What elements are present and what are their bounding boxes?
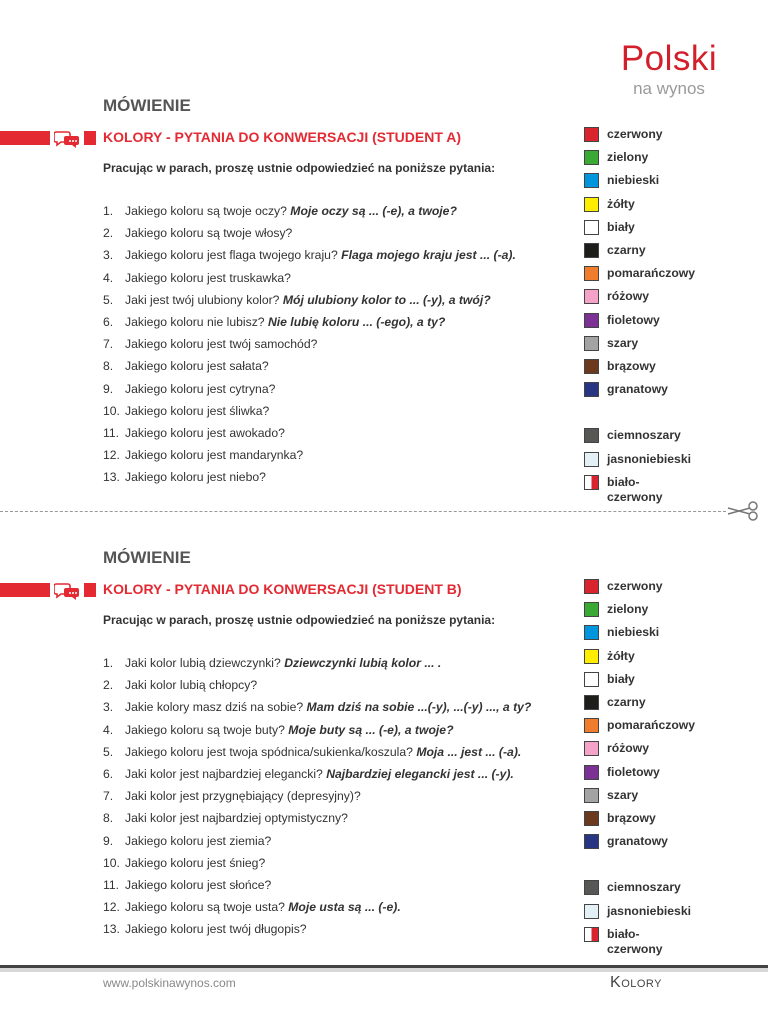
- color-swatch: [584, 695, 599, 710]
- question-text: Jakiego koloru jest twoja spódnica/sukienka/koszula?: [125, 744, 417, 759]
- color-name: fioletowy: [607, 764, 660, 779]
- question-number: 11.: [103, 877, 120, 892]
- question-text: Jakiego koloru jest awokado?: [125, 425, 285, 440]
- question-item: [103, 289, 573, 311]
- question-text: Jakie kolory masz dziś na sobie?: [125, 700, 307, 715]
- question-item: [103, 830, 573, 852]
- color-name: czerwony: [607, 579, 663, 593]
- question-item: [103, 333, 573, 355]
- question-number: 7.: [103, 789, 114, 804]
- footer-shade: [0, 968, 768, 972]
- question-text: Jaki jest twój ulubiony kolor?: [125, 292, 283, 307]
- color-name: brązowy: [607, 358, 656, 373]
- color-swatch: [584, 173, 599, 188]
- question-text: Jakiego koloru są twoje oczy?: [125, 204, 291, 218]
- color-swatch: [584, 741, 599, 756]
- question-text: Jaki kolor jest najbardziej optymistyczny?: [125, 811, 348, 826]
- question-text: Jakiego koloru jest mandarynka?: [125, 448, 304, 463]
- color-name: czarny: [607, 694, 646, 709]
- question-number: 2.: [103, 678, 114, 693]
- question-item: [103, 222, 573, 244]
- question-text: Jakiego koloru jest sałata?: [125, 359, 269, 374]
- color-swatch: [584, 266, 599, 281]
- color-swatch: [584, 718, 599, 733]
- answer-template: Moje oczy są ... (-e), a twoje?: [290, 204, 457, 218]
- answer-template: Mam dziś na sobie ...(-y), ...(-y) ..., a ty?: [306, 700, 532, 715]
- question-number: 6.: [103, 314, 114, 329]
- red-accent-tick: [84, 131, 96, 145]
- scissors-icon: [726, 500, 760, 522]
- question-number: 10.: [103, 403, 120, 418]
- answer-template: Moje buty są ... (-e), a twoje?: [288, 722, 454, 737]
- color-swatch: [584, 289, 599, 304]
- question-text: Jaki kolor jest najbardziej elegancki?: [125, 766, 327, 781]
- color-name: fioletowy: [607, 312, 660, 327]
- question-number: 6.: [103, 766, 114, 781]
- color-swatch: [584, 127, 599, 142]
- instruction-text: Pracując w parach, proszę ustnie odpowiedzieć na poniższe pytania:: [103, 613, 496, 627]
- question-item: [103, 874, 573, 896]
- question-item: [103, 741, 573, 763]
- color-name: pomarańczowy: [607, 266, 696, 281]
- color-name: biało-czerwony: [607, 926, 663, 956]
- color-name: granatowy: [607, 834, 668, 849]
- color-swatch: [584, 452, 599, 467]
- question-number: 8.: [103, 359, 114, 374]
- question-number: 11.: [103, 425, 120, 440]
- question-text: Jakiego koloru jest flaga twojego kraju?: [125, 248, 342, 263]
- answer-template: Mój ulubiony kolor to ... (-y), a twój?: [282, 292, 491, 307]
- question-number: 3.: [103, 700, 114, 715]
- question-text: Jakiego koloru jest śnieg?: [125, 855, 266, 870]
- question-number: 7.: [103, 337, 114, 352]
- question-text: Jakiego koloru jest truskawka?: [125, 270, 291, 285]
- question-number: 5.: [103, 292, 114, 307]
- question-item: [103, 244, 573, 266]
- question-item: [103, 852, 573, 874]
- color-name: jasnoniebieski: [607, 451, 691, 466]
- question-number: 4.: [103, 270, 114, 285]
- question-item: [103, 696, 573, 718]
- question-item: [103, 422, 573, 444]
- question-item: [103, 785, 573, 807]
- color-swatch: [584, 880, 599, 895]
- question-number: 1.: [103, 204, 114, 218]
- color-swatch: [584, 359, 599, 374]
- color-swatch: [584, 625, 599, 640]
- question-text: Jaki kolor lubią dziewczynki?: [125, 656, 285, 670]
- color-name: ciemnoszary: [607, 428, 681, 443]
- color-swatch: [584, 336, 599, 351]
- logo: [614, 40, 724, 100]
- question-list: [103, 200, 573, 488]
- answer-template: Najbardziej elegancki jest ... (-y).: [326, 766, 514, 781]
- question-item: [103, 444, 573, 466]
- question-item: [103, 466, 573, 488]
- color-name: szary: [607, 787, 639, 802]
- red-accent-tick: [84, 583, 96, 597]
- instruction-text: Pracując w parach, proszę ustnie odpowiedzieć na poniższe pytania:: [103, 161, 496, 175]
- question-number: 13.: [103, 470, 120, 485]
- color-swatch: [584, 602, 599, 617]
- color-name: niebieski: [607, 173, 660, 188]
- question-number: 4.: [103, 722, 114, 737]
- color-name: ciemnoszary: [607, 880, 681, 895]
- color-swatch: [584, 904, 599, 919]
- question-text: Jakiego koloru są twoje buty?: [125, 722, 289, 737]
- color-name: czerwony: [607, 127, 663, 141]
- color-name: czarny: [607, 242, 646, 257]
- question-item: [103, 896, 573, 918]
- color-swatch: [584, 765, 599, 780]
- color-name: różowy: [607, 741, 649, 756]
- question-number: 12.: [103, 900, 120, 915]
- question-number: 10.: [103, 855, 120, 870]
- question-item: [103, 719, 573, 741]
- color-name: jasnoniebieski: [607, 903, 691, 918]
- question-number: 2.: [103, 226, 114, 241]
- color-name: zielony: [607, 602, 649, 617]
- question-text: Jakiego koloru jest śliwka?: [125, 403, 270, 418]
- question-text: Jakiego koloru jest słońce?: [125, 877, 272, 892]
- color-swatch: [584, 220, 599, 235]
- question-item: [103, 311, 573, 333]
- color-name: biały: [607, 671, 635, 686]
- question-item: [103, 807, 573, 829]
- logo-sub-text: na wynos: [633, 79, 705, 98]
- color-name: żółty: [607, 648, 635, 663]
- answer-template: Moje usta są ... (-e).: [288, 900, 401, 915]
- red-accent-bar: [0, 131, 50, 145]
- color-swatch: [584, 313, 599, 328]
- question-item: [103, 200, 573, 222]
- color-name: granatowy: [607, 382, 668, 397]
- color-swatch: [584, 428, 599, 443]
- section-heading: MÓWIENIE: [103, 548, 191, 567]
- question-item: [103, 267, 573, 289]
- color-name: różowy: [607, 289, 649, 304]
- question-number: 3.: [103, 248, 114, 263]
- question-number: 5.: [103, 744, 114, 759]
- cut-line: [0, 511, 726, 512]
- question-text: Jakiego koloru jest niebo?: [125, 470, 266, 485]
- question-text: Jakiego koloru jest twój długopis?: [125, 922, 307, 937]
- color-swatch: [584, 927, 599, 942]
- question-text: Jakiego koloru nie lubisz?: [125, 314, 268, 329]
- color-swatch: [584, 811, 599, 826]
- section-title: KOLORY - PYTANIA DO KONWERSACJI (STUDENT A): [103, 129, 462, 145]
- speech-bubbles-icon: [54, 130, 80, 148]
- color-swatch: [584, 788, 599, 803]
- question-text: Jakiego koloru są twoje usta?: [125, 900, 289, 915]
- color-name: szary: [607, 335, 639, 350]
- color-swatch: [584, 150, 599, 165]
- question-text: Jakiego koloru jest cytryna?: [125, 381, 276, 396]
- red-accent-bar: [0, 583, 50, 597]
- question-item: [103, 674, 573, 696]
- question-number: 9.: [103, 833, 114, 848]
- logo-main-text: Polski: [620, 39, 718, 78]
- color-swatch: [584, 672, 599, 687]
- color-swatch: [584, 197, 599, 212]
- color-name: zielony: [607, 150, 649, 165]
- question-text: Jakiego koloru jest ziemia?: [125, 833, 272, 848]
- question-list: [103, 652, 573, 940]
- question-text: Jakiego koloru jest twój samochód?: [125, 337, 318, 352]
- question-item: [103, 652, 573, 674]
- question-number: 12.: [103, 448, 120, 463]
- color-swatch: [584, 243, 599, 258]
- section-heading: MÓWIENIE: [103, 96, 191, 115]
- question-text: Jaki kolor jest przygnębiający (depresyjny)?: [125, 789, 361, 804]
- color-name: żółty: [607, 196, 635, 211]
- question-number: 9.: [103, 381, 114, 396]
- section-title: KOLORY - PYTANIA DO KONWERSACJI (STUDENT B): [103, 581, 462, 597]
- speech-bubbles-icon: [54, 582, 80, 600]
- answer-template: Moja ... jest ... (-a).: [416, 744, 522, 759]
- footer-url: www.polskinawynos.com: [103, 976, 236, 990]
- question-text: Jakiego koloru są twoje włosy?: [125, 226, 293, 241]
- footer-title: Kolory: [610, 974, 662, 991]
- question-item: [103, 400, 573, 422]
- color-swatch: [584, 382, 599, 397]
- color-swatch: [584, 475, 599, 490]
- question-number: 13.: [103, 922, 120, 937]
- answer-template: Nie lubię koloru ... (-ego), a ty?: [267, 314, 446, 329]
- question-item: [103, 355, 573, 377]
- question-item: [103, 918, 573, 940]
- color-name: biały: [607, 219, 635, 234]
- color-name: niebieski: [607, 625, 660, 640]
- question-number: 1.: [103, 656, 114, 670]
- answer-template: Dziewczynki lubią kolor ... .: [284, 656, 442, 670]
- color-swatch: [584, 579, 599, 594]
- color-name: pomarańczowy: [607, 718, 696, 733]
- color-swatch: [584, 649, 599, 664]
- color-name: brązowy: [607, 810, 656, 825]
- question-number: 8.: [103, 811, 114, 826]
- answer-template: Flaga mojego kraju jest ... (-a).: [341, 248, 516, 263]
- question-item: [103, 378, 573, 400]
- color-name: biało-czerwony: [607, 474, 663, 504]
- color-swatch: [584, 834, 599, 849]
- question-text: Jaki kolor lubią chłopcy?: [125, 678, 258, 693]
- question-item: [103, 763, 573, 785]
